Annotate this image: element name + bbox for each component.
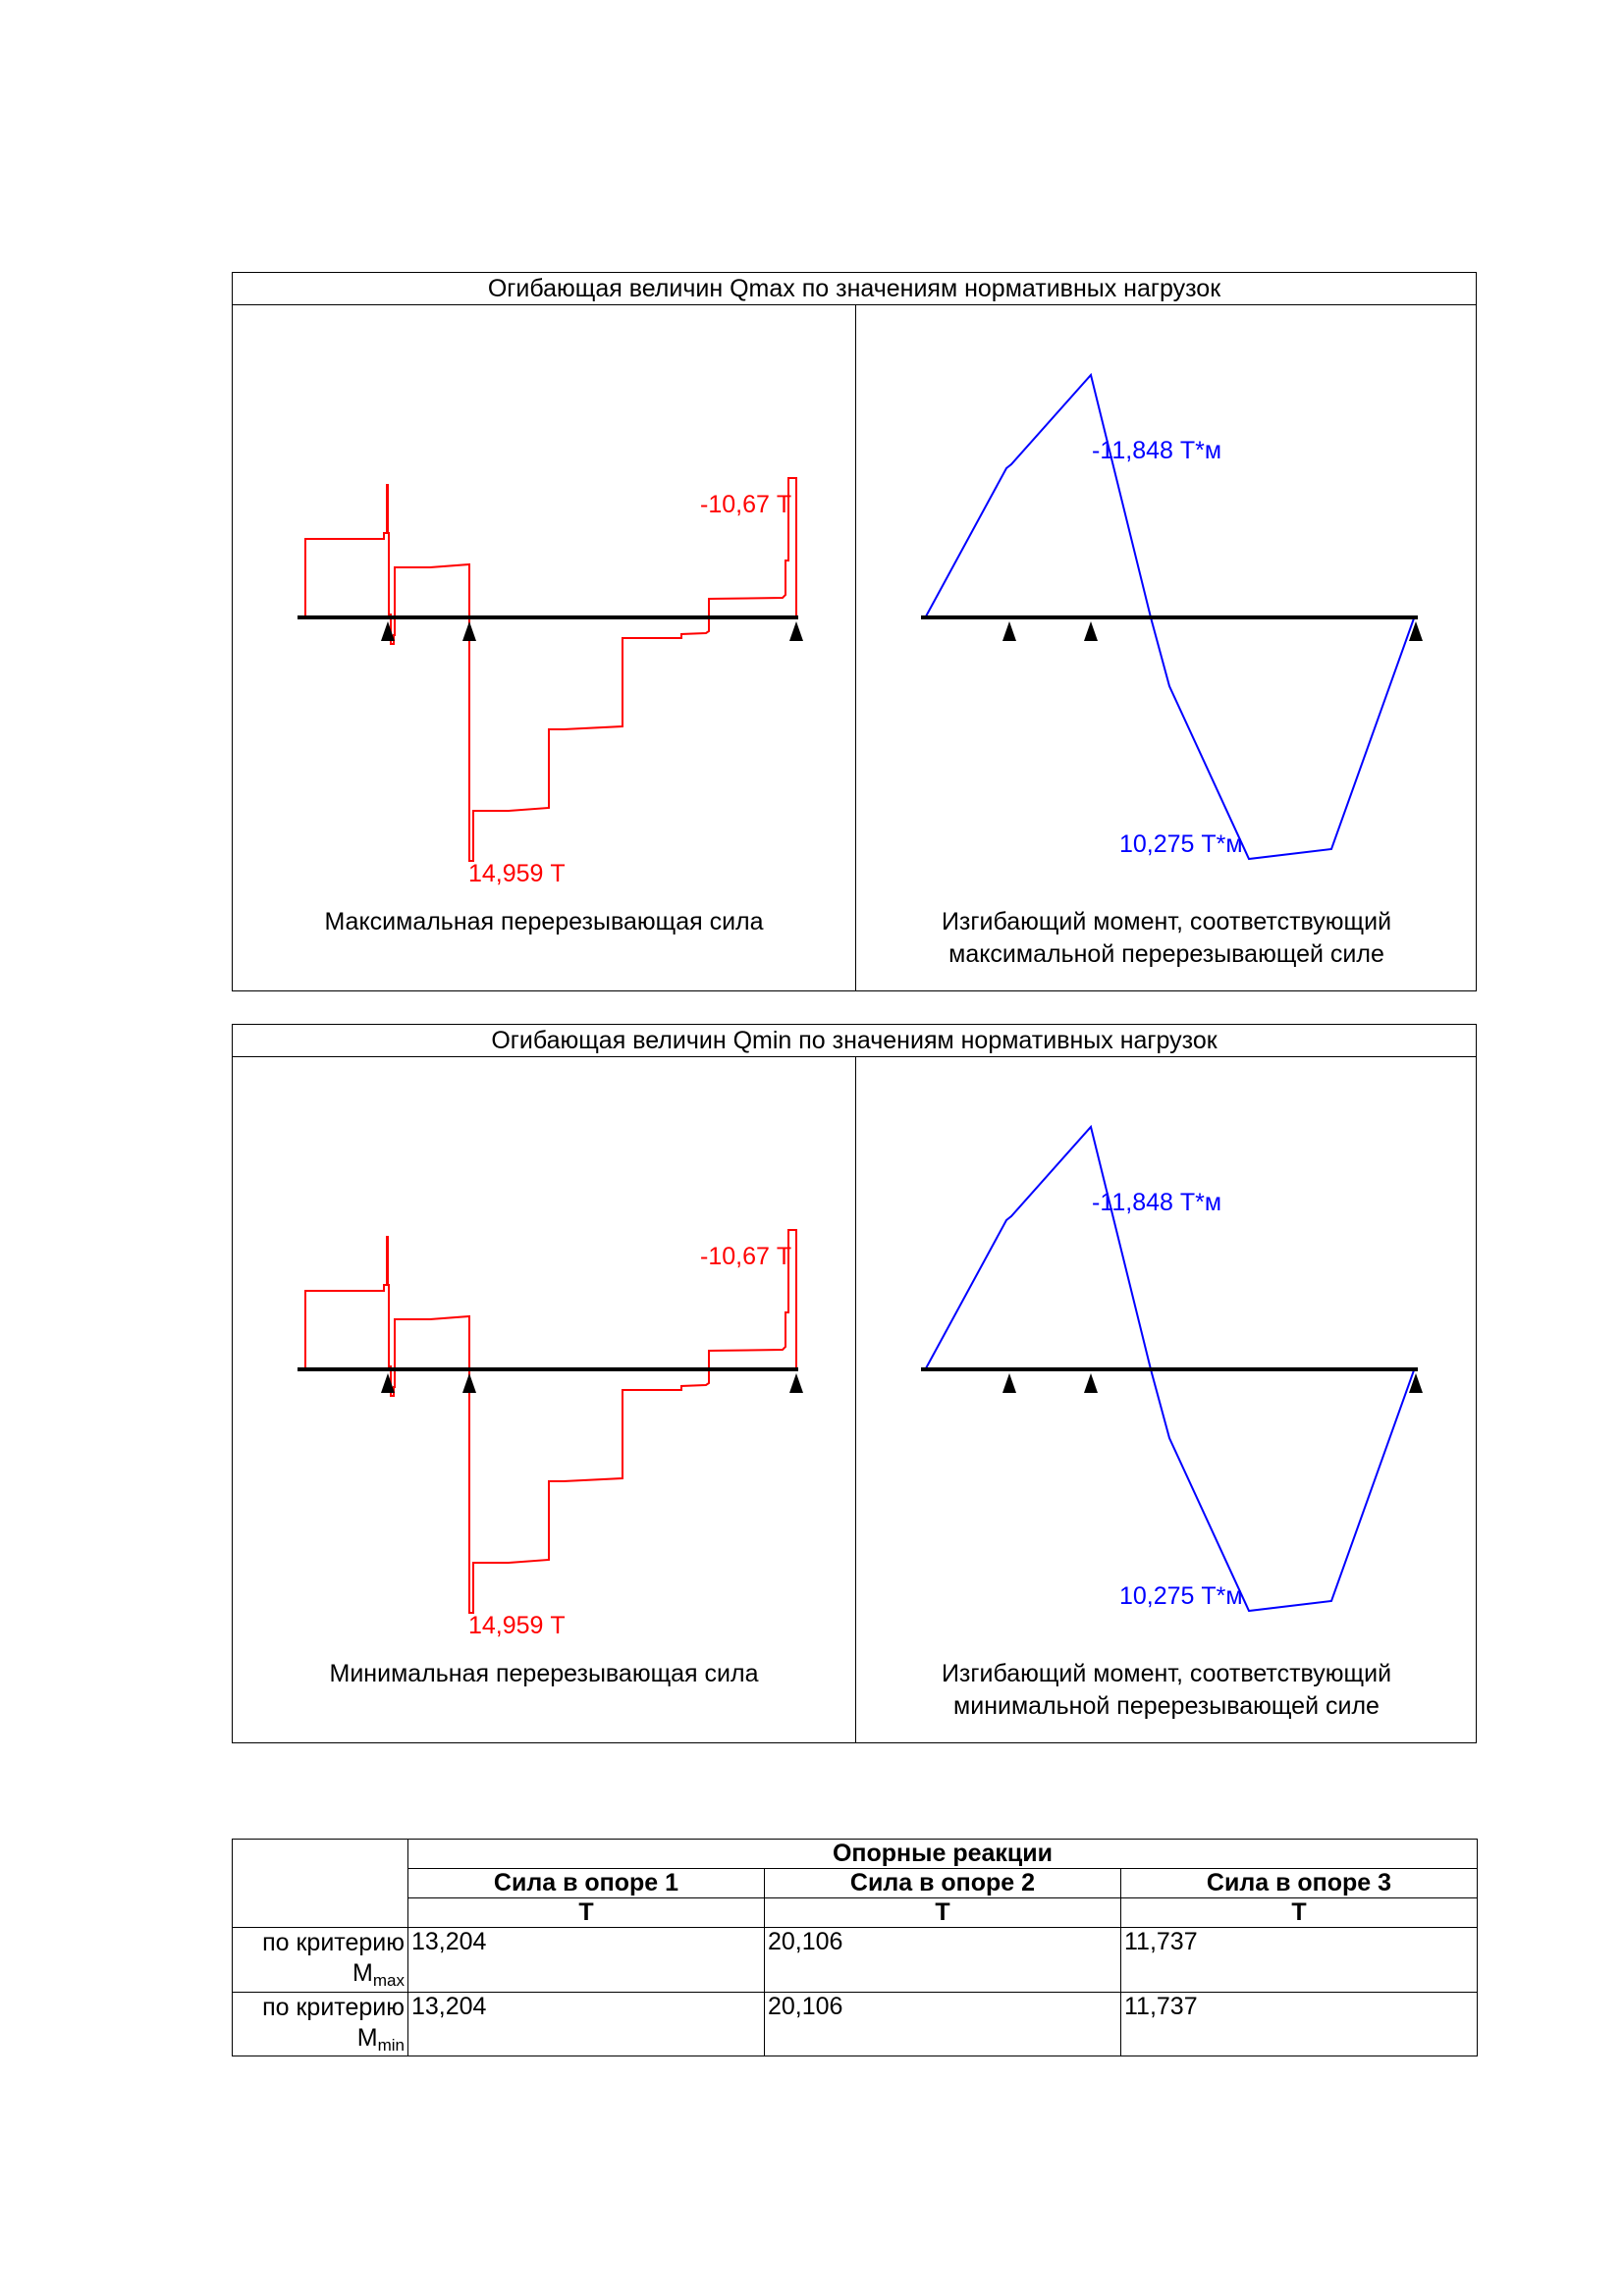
column-header: Сила в опоре 3 <box>1121 1869 1478 1898</box>
moment-caption <box>856 1658 1477 1723</box>
empty-corner-cell <box>233 1840 408 1928</box>
moment-caption-line-1: Изгибающий момент, соответствующий <box>941 908 1392 935</box>
column-header: Сила в опоре 2 <box>765 1869 1121 1898</box>
criterion-subscript: max <box>372 1971 405 1990</box>
support-1-icon <box>1002 1373 1016 1393</box>
moment-caption-line-2: минимальной перерезывающей силе <box>953 1692 1380 1720</box>
table-cell: 11,737 <box>1121 1993 1478 2056</box>
shear-force-diagram <box>233 305 855 894</box>
support-2-icon <box>462 621 476 641</box>
moment-diagram-cell <box>856 305 1477 990</box>
criterion-label: по критерию <box>262 1994 405 2021</box>
unit-cell: Т <box>408 1898 765 1928</box>
table-units-row <box>233 1898 1478 1928</box>
table-row <box>233 1993 1478 2056</box>
panel-body <box>233 1057 1476 1742</box>
criterion-cell <box>233 1993 408 2056</box>
criterion-symbol <box>236 2023 405 2056</box>
support-2-icon <box>1084 1373 1098 1393</box>
support-1-icon <box>1002 621 1016 641</box>
unit-cell: Т <box>765 1898 1121 1928</box>
table-cell: 13,204 <box>408 1993 765 2056</box>
table-row <box>233 1928 1478 1993</box>
shear-force-diagram <box>233 1057 855 1646</box>
support-1-icon <box>381 621 395 641</box>
reactions-title: Опорные реакции <box>408 1840 1478 1869</box>
criterion-subscript: min <box>377 2036 405 2055</box>
shear-caption: Минимальная перерезывающая сила <box>329 1660 759 1687</box>
criterion-symbol-letter: M <box>356 2024 378 2052</box>
panel-title: Огибающая величин Qmax по значениям нормативных нагрузок <box>233 273 1476 305</box>
support-3-icon <box>789 1373 803 1393</box>
support-2-icon <box>1084 621 1098 641</box>
support-1-icon <box>381 1373 395 1393</box>
unit-cell: Т <box>1121 1898 1478 1928</box>
criterion-cell <box>233 1928 408 1993</box>
shear-diagram-cell <box>233 1057 855 1742</box>
table-cell: 20,106 <box>765 1928 1121 1993</box>
moment-caption-line-1: Изгибающий момент, соответствующий <box>941 1660 1392 1687</box>
table-cell: 20,106 <box>765 1993 1121 2056</box>
bending-moment-diagram <box>856 305 1477 894</box>
table-cell: 13,204 <box>408 1928 765 1993</box>
support-2-icon <box>462 1373 476 1393</box>
moment-diagram-cell <box>856 1057 1477 1742</box>
shear-diagram-cell <box>233 305 855 990</box>
support-3-icon <box>789 621 803 641</box>
table-cell: 11,737 <box>1121 1928 1478 1993</box>
shear-curve <box>299 1230 796 1613</box>
moment-caption-line-2: максимальной перерезывающей силе <box>948 940 1384 968</box>
table-column-header-row <box>233 1869 1478 1898</box>
qmin-envelope-panel <box>232 1024 1477 1743</box>
shear-curve <box>299 478 796 861</box>
qmax-envelope-panel <box>232 272 1477 991</box>
criterion-label: по критерию <box>262 1929 405 1956</box>
shear-label-max: -10,67 Т <box>700 491 792 518</box>
shear-label-max: -10,67 Т <box>700 1243 792 1270</box>
panel-body <box>233 305 1476 990</box>
shear-label-min: 14,959 Т <box>468 860 566 887</box>
moment-label-max: -11,848 Т*м <box>1092 437 1222 464</box>
bending-moment-diagram <box>856 1057 1477 1646</box>
shear-caption: Максимальная перерезывающая сила <box>324 908 764 935</box>
column-header: Сила в опоре 1 <box>408 1869 765 1898</box>
panel-title: Огибающая величин Qmin по значениям нормативных нагрузок <box>233 1025 1476 1057</box>
moment-label-min: 10,275 Т*м <box>1119 830 1243 858</box>
moment-caption <box>856 906 1477 971</box>
moment-label-min: 10,275 Т*м <box>1119 1582 1243 1610</box>
support-reactions-table <box>232 1839 1478 2056</box>
moment-label-max: -11,848 Т*м <box>1092 1189 1222 1216</box>
shear-label-min: 14,959 Т <box>468 1612 566 1639</box>
table-header-row <box>233 1840 1478 1869</box>
criterion-symbol-letter: M <box>352 1959 373 1987</box>
criterion-symbol <box>236 1958 405 1991</box>
